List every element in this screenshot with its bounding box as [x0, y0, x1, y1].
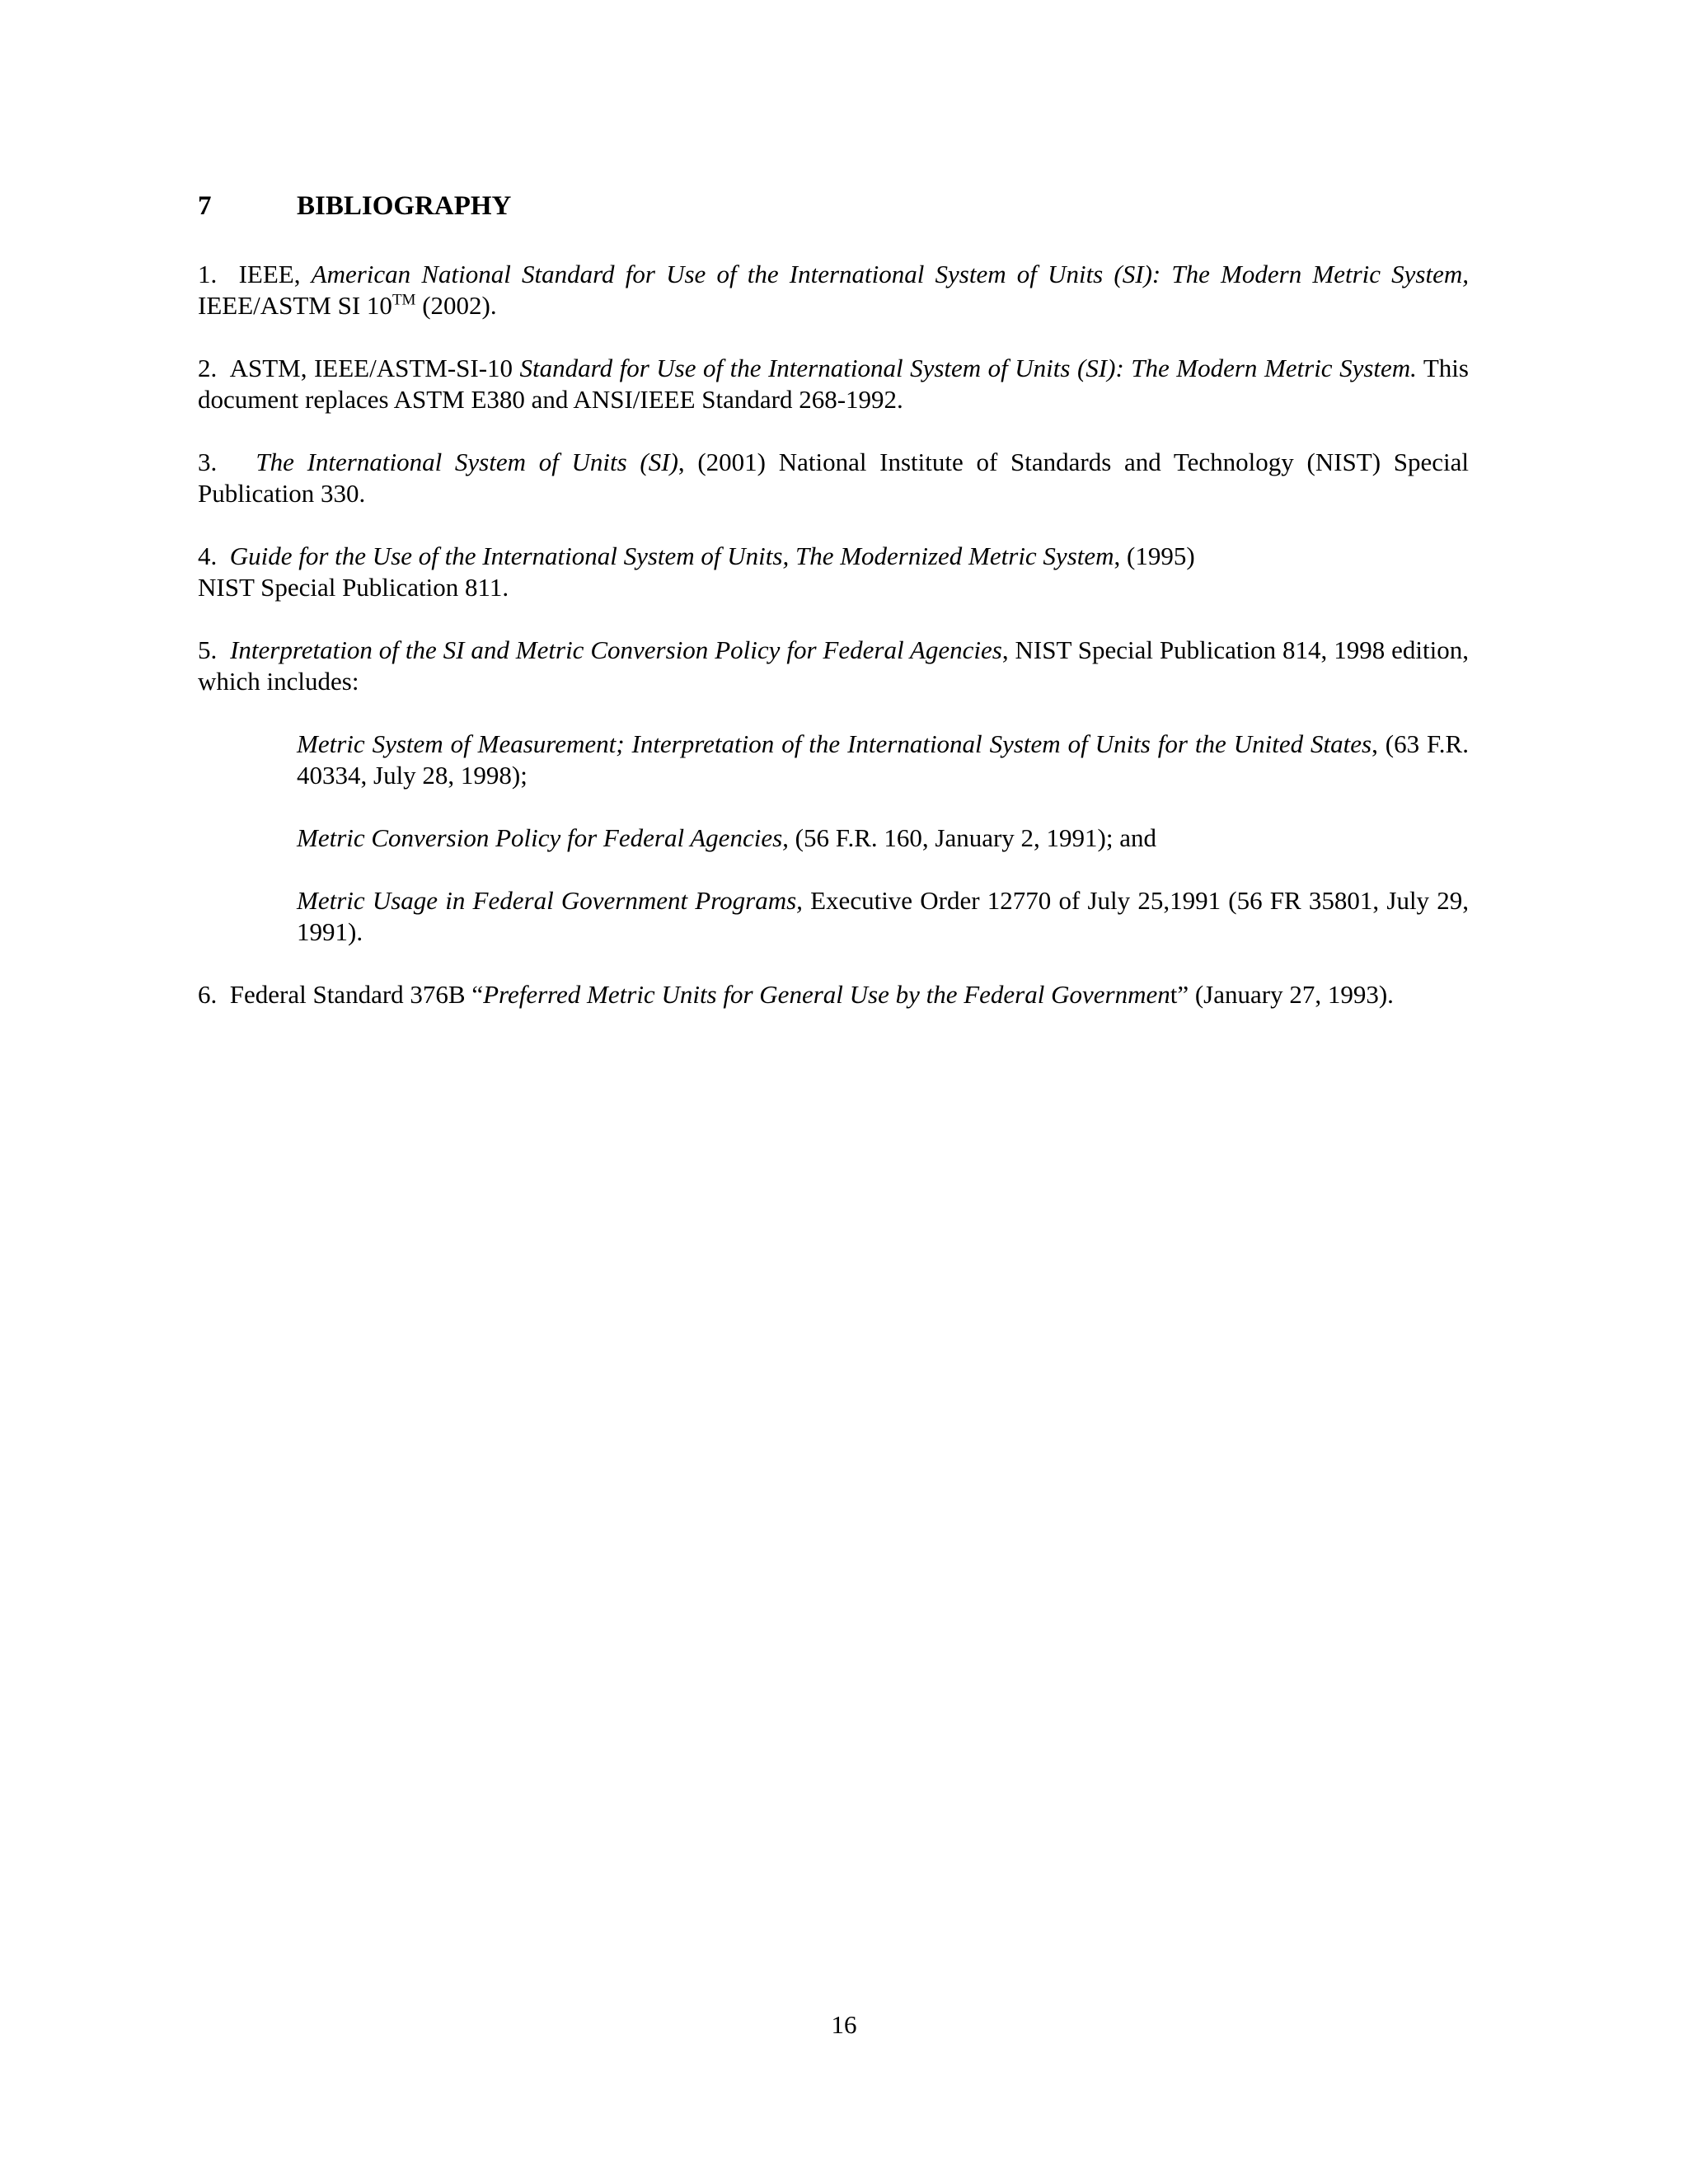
sub-entry-citation: (56 F.R. 160, January 2, 1991); and — [795, 823, 1156, 852]
entry-date: (2002). — [422, 291, 497, 320]
sub-entry-title: Metric Usage in Federal Government Programs, — [297, 886, 803, 915]
entry-date: (January 27, 1993). — [1194, 980, 1394, 1009]
entry-publisher: , (2001) National Institute of Standards and Technology (NIST) Special Publication 330. — [198, 448, 1469, 508]
entry-line-1 — [198, 541, 1469, 572]
bibliography-entry-5 — [198, 635, 1469, 697]
entry-title: Preferred Metric Units for General Use by the Federal Governmen — [483, 980, 1170, 1009]
bibliography-entry-4 — [198, 541, 1469, 603]
section-number: 7 — [198, 191, 212, 221]
section-heading — [198, 190, 1469, 223]
entry-number: 1. — [198, 260, 218, 288]
entry-title: Interpretation of the SI and Metric Conversion Policy for Federal Agencies — [230, 635, 1002, 664]
entry-number: 5. — [198, 635, 218, 664]
entry-number: 3. — [198, 448, 218, 476]
entry-title: Guide for the Use of the International System of Units, The Modernized Metric System — [229, 541, 1114, 570]
sub-entry-citation: Executive Order 12770 of July 25,1991 (56 FR 35801, July 29, 1991). — [297, 886, 1469, 946]
page-number: 16 — [831, 2010, 857, 2039]
sub-entry-3 — [297, 885, 1469, 948]
entry-note: This document replaces ASTM E380 and ANSI/IEEE Standard 268-1992. — [198, 354, 1469, 414]
entry-title: Standard for Use of the International System of Units (SI): The Modern Metric System. — [519, 354, 1417, 382]
sub-entry-title: Metric Conversion Policy for Federal Agencies, — [297, 823, 789, 852]
entry-publication: NIST Special Publication 811. — [198, 573, 509, 602]
entry-lead: Federal Standard 376B “ — [229, 980, 484, 1009]
entry-publication: , NIST Special Publication 814, 1998 edition, which includes: — [198, 635, 1470, 696]
bibliography-entry-1 — [198, 259, 1469, 321]
entry-title: The International System of Units (SI) — [256, 448, 678, 476]
entry-number: 2. — [198, 354, 218, 382]
trademark-superscript: TM — [392, 291, 416, 309]
entry-title: American National Standard for Use of the International System of Units (SI): The Modern Metric System, — [311, 260, 1470, 288]
entry-standard-id: IEEE/ASTM SI 10 — [198, 291, 392, 320]
bibliography-entry-6 — [198, 979, 1469, 1010]
sub-entry-2 — [297, 823, 1469, 854]
entry-number: 6. — [198, 980, 218, 1009]
entry-title-end: t” — [1170, 980, 1189, 1009]
sub-entry-1 — [297, 729, 1469, 791]
sub-entry-citation: , (63 F.R. 40334, July 28, 1998); — [297, 729, 1469, 790]
sub-entry-title: Metric System of Measurement; Interpretation of the International System of Units for the United States — [297, 729, 1372, 758]
entry-lead: ASTM, IEEE/ASTM-SI-10 — [229, 354, 513, 382]
entry-author: IEEE, — [238, 260, 301, 288]
bibliography-entry-2 — [198, 353, 1469, 415]
section-title: BIBLIOGRAPHY — [297, 191, 512, 221]
entry-number: 4. — [198, 541, 218, 570]
bibliography-entry-3 — [198, 447, 1469, 509]
entry-year: , (1995) — [1114, 541, 1195, 570]
